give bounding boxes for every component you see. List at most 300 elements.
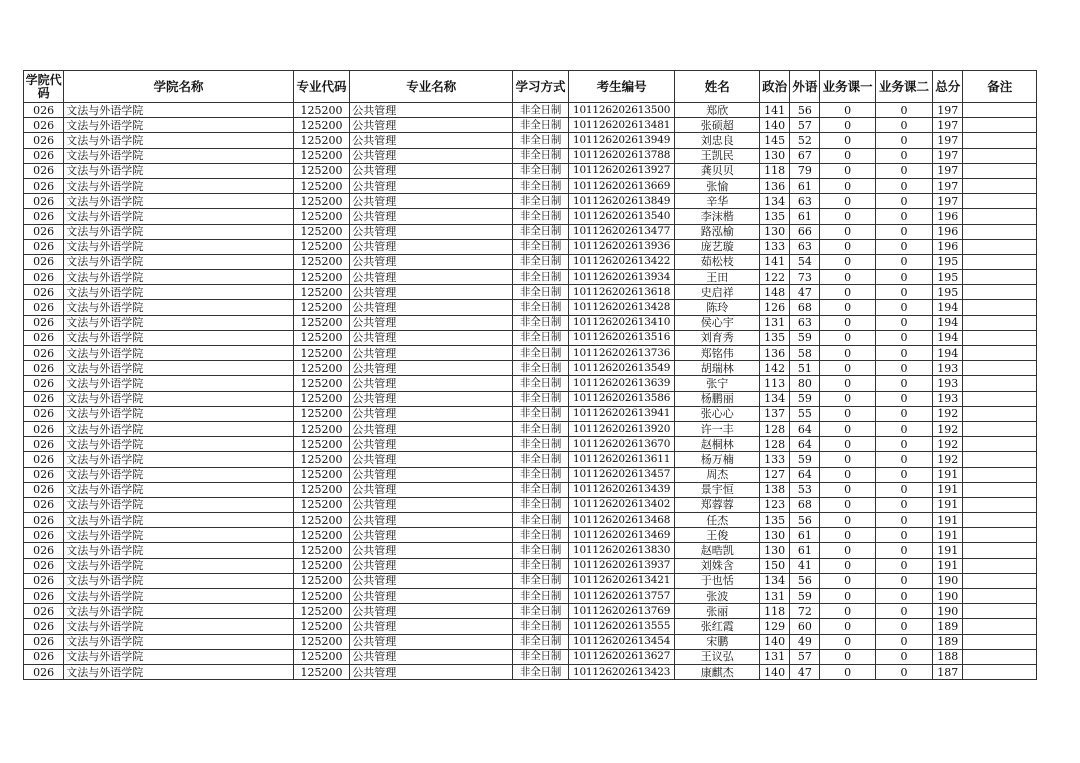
total-cell: 192 (933, 437, 963, 452)
major-name-cell: 公共管理 (350, 315, 513, 330)
candidate-id-cell: 101126202613611 (568, 452, 675, 467)
college-code-cell: 026 (24, 270, 64, 285)
study-mode-cell: 非全日制 (513, 497, 568, 512)
college-name-cell: 文法与外语学院 (64, 634, 294, 649)
subject-1-cell: 0 (820, 254, 875, 269)
name-cell: 陈玲 (675, 300, 760, 315)
subject-2-cell: 0 (875, 239, 932, 254)
subject-2-cell: 0 (875, 497, 932, 512)
college-name-cell: 文法与外语学院 (64, 209, 294, 224)
table-row (24, 315, 1037, 330)
major-name-cell: 公共管理 (350, 497, 513, 512)
subject-1-cell: 0 (820, 406, 875, 421)
major-code-cell: 125200 (293, 421, 349, 436)
study-mode-cell: 非全日制 (513, 330, 568, 345)
politics-cell: 140 (760, 634, 790, 649)
foreign-language-cell: 59 (790, 391, 820, 406)
table-row (24, 528, 1037, 543)
major-name-cell: 公共管理 (350, 361, 513, 376)
remarks-cell (963, 406, 1037, 421)
subject-2-cell: 0 (875, 270, 932, 285)
major-code-cell: 125200 (293, 300, 349, 315)
candidate-id-cell: 101126202613937 (568, 558, 675, 573)
college-code-cell: 026 (24, 118, 64, 133)
remarks-cell (963, 163, 1037, 178)
header-major-code: 专业代码 (293, 71, 349, 103)
name-cell: 路泓榆 (675, 224, 760, 239)
table-row (24, 270, 1037, 285)
candidate-id-cell: 101126202613500 (568, 103, 675, 118)
subject-2-cell: 0 (875, 376, 932, 391)
header-subject-2: 业务课二 (875, 71, 932, 103)
study-mode-cell: 非全日制 (513, 315, 568, 330)
name-cell: 杨鹏丽 (675, 391, 760, 406)
politics-cell: 141 (760, 254, 790, 269)
total-cell: 191 (933, 558, 963, 573)
major-name-cell: 公共管理 (350, 513, 513, 528)
college-code-cell: 026 (24, 163, 64, 178)
college-code-cell: 026 (24, 437, 64, 452)
study-mode-cell: 非全日制 (513, 589, 568, 604)
candidate-id-cell: 101126202613736 (568, 346, 675, 361)
remarks-cell (963, 330, 1037, 345)
foreign-language-cell: 63 (790, 239, 820, 254)
foreign-language-cell: 55 (790, 406, 820, 421)
subject-1-cell: 0 (820, 573, 875, 588)
total-cell: 193 (933, 391, 963, 406)
major-code-cell: 125200 (293, 619, 349, 634)
total-cell: 194 (933, 300, 963, 315)
candidate-id-cell: 101126202613627 (568, 649, 675, 664)
candidate-id-cell: 101126202613639 (568, 376, 675, 391)
major-code-cell: 125200 (293, 285, 349, 300)
table-row (24, 239, 1037, 254)
total-cell: 187 (933, 664, 963, 679)
politics-cell: 123 (760, 497, 790, 512)
table-row (24, 330, 1037, 345)
study-mode-cell: 非全日制 (513, 239, 568, 254)
college-code-cell: 026 (24, 452, 64, 467)
college-code-cell: 026 (24, 558, 64, 573)
candidate-id-cell: 101126202613927 (568, 163, 675, 178)
remarks-cell (963, 604, 1037, 619)
name-cell: 张丽 (675, 604, 760, 619)
college-code-cell: 026 (24, 103, 64, 118)
college-name-cell: 文法与外语学院 (64, 376, 294, 391)
major-code-cell: 125200 (293, 589, 349, 604)
foreign-language-cell: 57 (790, 649, 820, 664)
major-name-cell: 公共管理 (350, 300, 513, 315)
major-code-cell: 125200 (293, 376, 349, 391)
candidate-id-cell: 101126202613586 (568, 391, 675, 406)
subject-1-cell: 0 (820, 148, 875, 163)
study-mode-cell: 非全日制 (513, 163, 568, 178)
foreign-language-cell: 56 (790, 513, 820, 528)
major-code-cell: 125200 (293, 315, 349, 330)
college-name-cell: 文法与外语学院 (64, 346, 294, 361)
major-code-cell: 125200 (293, 361, 349, 376)
candidate-id-cell: 101126202613669 (568, 178, 675, 193)
candidate-id-cell: 101126202613421 (568, 573, 675, 588)
college-name-cell: 文法与外语学院 (64, 118, 294, 133)
major-code-cell: 125200 (293, 270, 349, 285)
total-cell: 190 (933, 604, 963, 619)
remarks-cell (963, 376, 1037, 391)
total-cell: 191 (933, 513, 963, 528)
subject-1-cell: 0 (820, 452, 875, 467)
major-name-cell: 公共管理 (350, 178, 513, 193)
subject-2-cell: 0 (875, 285, 932, 300)
subject-2-cell: 0 (875, 513, 932, 528)
candidate-id-cell: 101126202613555 (568, 619, 675, 634)
college-name-cell: 文法与外语学院 (64, 421, 294, 436)
name-cell: 庞艺璇 (675, 239, 760, 254)
college-name-cell: 文法与外语学院 (64, 148, 294, 163)
politics-cell: 134 (760, 573, 790, 588)
remarks-cell (963, 543, 1037, 558)
foreign-language-cell: 72 (790, 604, 820, 619)
table-row (24, 421, 1037, 436)
name-cell: 任杰 (675, 513, 760, 528)
table-row (24, 543, 1037, 558)
total-cell: 191 (933, 528, 963, 543)
name-cell: 刘姝含 (675, 558, 760, 573)
major-name-cell: 公共管理 (350, 148, 513, 163)
college-name-cell: 文法与外语学院 (64, 330, 294, 345)
subject-1-cell: 0 (820, 528, 875, 543)
major-code-cell: 125200 (293, 558, 349, 573)
foreign-language-cell: 49 (790, 634, 820, 649)
college-name-cell: 文法与外语学院 (64, 649, 294, 664)
total-cell: 191 (933, 467, 963, 482)
major-name-cell: 公共管理 (350, 589, 513, 604)
table-row (24, 589, 1037, 604)
table-row (24, 664, 1037, 679)
table-row (24, 452, 1037, 467)
politics-cell: 148 (760, 285, 790, 300)
subject-2-cell: 0 (875, 118, 932, 133)
study-mode-cell: 非全日制 (513, 482, 568, 497)
major-name-cell: 公共管理 (350, 649, 513, 664)
major-code-cell: 125200 (293, 391, 349, 406)
foreign-language-cell: 56 (790, 103, 820, 118)
major-code-cell: 125200 (293, 543, 349, 558)
foreign-language-cell: 53 (790, 482, 820, 497)
header-college-code: 学院代码 (24, 71, 64, 103)
name-cell: 张心心 (675, 406, 760, 421)
total-cell: 191 (933, 482, 963, 497)
subject-2-cell: 0 (875, 209, 932, 224)
study-mode-cell: 非全日制 (513, 649, 568, 664)
major-name-cell: 公共管理 (350, 346, 513, 361)
remarks-cell (963, 224, 1037, 239)
foreign-language-cell: 68 (790, 300, 820, 315)
foreign-language-cell: 64 (790, 467, 820, 482)
candidate-id-cell: 101126202613949 (568, 133, 675, 148)
total-cell: 191 (933, 543, 963, 558)
total-cell: 197 (933, 163, 963, 178)
remarks-cell (963, 254, 1037, 269)
politics-cell: 131 (760, 649, 790, 664)
score-table (23, 70, 1037, 680)
major-name-cell: 公共管理 (350, 406, 513, 421)
table-row (24, 285, 1037, 300)
politics-cell: 134 (760, 391, 790, 406)
header-college-name: 学院名称 (64, 71, 294, 103)
subject-1-cell: 0 (820, 178, 875, 193)
name-cell: 张宁 (675, 376, 760, 391)
subject-1-cell: 0 (820, 497, 875, 512)
politics-cell: 145 (760, 133, 790, 148)
subject-2-cell: 0 (875, 589, 932, 604)
college-code-cell: 026 (24, 239, 64, 254)
subject-2-cell: 0 (875, 330, 932, 345)
name-cell: 郑铭伟 (675, 346, 760, 361)
study-mode-cell: 非全日制 (513, 573, 568, 588)
name-cell: 康麒杰 (675, 664, 760, 679)
candidate-id-cell: 101126202613849 (568, 194, 675, 209)
name-cell: 茹松枝 (675, 254, 760, 269)
table-row (24, 482, 1037, 497)
table-row (24, 406, 1037, 421)
study-mode-cell: 非全日制 (513, 285, 568, 300)
subject-1-cell: 0 (820, 437, 875, 452)
major-name-cell: 公共管理 (350, 604, 513, 619)
name-cell: 王议弘 (675, 649, 760, 664)
major-name-cell: 公共管理 (350, 194, 513, 209)
remarks-cell (963, 589, 1037, 604)
subject-2-cell: 0 (875, 148, 932, 163)
study-mode-cell: 非全日制 (513, 209, 568, 224)
subject-1-cell: 0 (820, 664, 875, 679)
subject-1-cell: 0 (820, 604, 875, 619)
name-cell: 史启祥 (675, 285, 760, 300)
name-cell: 王凯民 (675, 148, 760, 163)
college-name-cell: 文法与外语学院 (64, 437, 294, 452)
subject-1-cell: 0 (820, 558, 875, 573)
subject-2-cell: 0 (875, 543, 932, 558)
total-cell: 191 (933, 497, 963, 512)
remarks-cell (963, 558, 1037, 573)
table-row (24, 254, 1037, 269)
foreign-language-cell: 61 (790, 528, 820, 543)
subject-1-cell: 0 (820, 330, 875, 345)
college-code-cell: 026 (24, 467, 64, 482)
major-code-cell: 125200 (293, 573, 349, 588)
study-mode-cell: 非全日制 (513, 346, 568, 361)
subject-1-cell: 0 (820, 376, 875, 391)
major-name-cell: 公共管理 (350, 452, 513, 467)
major-name-cell: 公共管理 (350, 224, 513, 239)
college-name-cell: 文法与外语学院 (64, 270, 294, 285)
college-name-cell: 文法与外语学院 (64, 300, 294, 315)
remarks-cell (963, 285, 1037, 300)
foreign-language-cell: 51 (790, 361, 820, 376)
subject-2-cell: 0 (875, 452, 932, 467)
foreign-language-cell: 80 (790, 376, 820, 391)
major-name-cell: 公共管理 (350, 163, 513, 178)
politics-cell: 135 (760, 209, 790, 224)
candidate-id-cell: 101126202613422 (568, 254, 675, 269)
subject-2-cell: 0 (875, 346, 932, 361)
remarks-cell (963, 573, 1037, 588)
subject-1-cell: 0 (820, 513, 875, 528)
major-code-cell: 125200 (293, 528, 349, 543)
college-name-cell: 文法与外语学院 (64, 239, 294, 254)
subject-1-cell: 0 (820, 224, 875, 239)
candidate-id-cell: 101126202613788 (568, 148, 675, 163)
college-name-cell: 文法与外语学院 (64, 558, 294, 573)
major-name-cell: 公共管理 (350, 254, 513, 269)
remarks-cell (963, 133, 1037, 148)
remarks-cell (963, 239, 1037, 254)
major-name-cell: 公共管理 (350, 558, 513, 573)
table-row (24, 209, 1037, 224)
major-code-cell: 125200 (293, 437, 349, 452)
major-code-cell: 125200 (293, 163, 349, 178)
candidate-id-cell: 101126202613934 (568, 270, 675, 285)
politics-cell: 142 (760, 361, 790, 376)
college-name-cell: 文法与外语学院 (64, 543, 294, 558)
subject-2-cell: 0 (875, 254, 932, 269)
politics-cell: 141 (760, 103, 790, 118)
subject-1-cell: 0 (820, 118, 875, 133)
table-row (24, 619, 1037, 634)
candidate-id-cell: 101126202613481 (568, 118, 675, 133)
subject-2-cell: 0 (875, 604, 932, 619)
foreign-language-cell: 59 (790, 589, 820, 604)
major-code-cell: 125200 (293, 452, 349, 467)
remarks-cell (963, 361, 1037, 376)
foreign-language-cell: 41 (790, 558, 820, 573)
college-code-cell: 026 (24, 619, 64, 634)
politics-cell: 126 (760, 300, 790, 315)
subject-2-cell: 0 (875, 634, 932, 649)
study-mode-cell: 非全日制 (513, 224, 568, 239)
college-code-cell: 026 (24, 421, 64, 436)
college-code-cell: 026 (24, 604, 64, 619)
foreign-language-cell: 79 (790, 163, 820, 178)
total-cell: 190 (933, 589, 963, 604)
subject-1-cell: 0 (820, 315, 875, 330)
candidate-id-cell: 101126202613457 (568, 467, 675, 482)
header-name: 姓名 (675, 71, 760, 103)
candidate-id-cell: 101126202613439 (568, 482, 675, 497)
study-mode-cell: 非全日制 (513, 194, 568, 209)
study-mode-cell: 非全日制 (513, 178, 568, 193)
foreign-language-cell: 64 (790, 437, 820, 452)
name-cell: 郑欣 (675, 103, 760, 118)
foreign-language-cell: 47 (790, 285, 820, 300)
candidate-id-cell: 101126202613454 (568, 634, 675, 649)
total-cell: 195 (933, 270, 963, 285)
major-name-cell: 公共管理 (350, 209, 513, 224)
subject-2-cell: 0 (875, 406, 932, 421)
total-cell: 197 (933, 133, 963, 148)
foreign-language-cell: 56 (790, 573, 820, 588)
subject-1-cell: 0 (820, 619, 875, 634)
politics-cell: 131 (760, 315, 790, 330)
table-row (24, 346, 1037, 361)
politics-cell: 135 (760, 330, 790, 345)
major-code-cell: 125200 (293, 148, 349, 163)
major-name-cell: 公共管理 (350, 664, 513, 679)
college-name-cell: 文法与外语学院 (64, 194, 294, 209)
remarks-cell (963, 315, 1037, 330)
study-mode-cell: 非全日制 (513, 300, 568, 315)
major-name-cell: 公共管理 (350, 573, 513, 588)
candidate-id-cell: 101126202613410 (568, 315, 675, 330)
study-mode-cell: 非全日制 (513, 361, 568, 376)
name-cell: 李沫楷 (675, 209, 760, 224)
subject-1-cell: 0 (820, 103, 875, 118)
major-code-cell: 125200 (293, 118, 349, 133)
remarks-cell (963, 270, 1037, 285)
college-code-cell: 026 (24, 543, 64, 558)
subject-1-cell: 0 (820, 421, 875, 436)
major-name-cell: 公共管理 (350, 118, 513, 133)
subject-1-cell: 0 (820, 634, 875, 649)
header-politics: 政治 (760, 71, 790, 103)
major-name-cell: 公共管理 (350, 376, 513, 391)
study-mode-cell: 非全日制 (513, 664, 568, 679)
total-cell: 197 (933, 118, 963, 133)
header-study-mode: 学习方式 (513, 71, 568, 103)
foreign-language-cell: 64 (790, 421, 820, 436)
politics-cell: 130 (760, 543, 790, 558)
major-name-cell: 公共管理 (350, 437, 513, 452)
table-row (24, 391, 1037, 406)
header-major-name: 专业名称 (350, 71, 513, 103)
header-candidate-id: 考生编号 (568, 71, 675, 103)
table-row (24, 497, 1037, 512)
college-name-cell: 文法与外语学院 (64, 589, 294, 604)
college-code-cell: 026 (24, 285, 64, 300)
name-cell: 张波 (675, 589, 760, 604)
table-row (24, 467, 1037, 482)
remarks-cell (963, 634, 1037, 649)
name-cell: 景宇恒 (675, 482, 760, 497)
college-code-cell: 026 (24, 361, 64, 376)
name-cell: 于也恬 (675, 573, 760, 588)
name-cell: 龚贝贝 (675, 163, 760, 178)
candidate-id-cell: 101126202613769 (568, 604, 675, 619)
college-code-cell: 026 (24, 391, 64, 406)
subject-2-cell: 0 (875, 391, 932, 406)
total-cell: 193 (933, 361, 963, 376)
subject-2-cell: 0 (875, 421, 932, 436)
politics-cell: 150 (760, 558, 790, 573)
table-row (24, 437, 1037, 452)
college-code-cell: 026 (24, 589, 64, 604)
table-row (24, 148, 1037, 163)
college-code-cell: 026 (24, 133, 64, 148)
major-name-cell: 公共管理 (350, 421, 513, 436)
subject-1-cell: 0 (820, 346, 875, 361)
college-name-cell: 文法与外语学院 (64, 391, 294, 406)
major-code-cell: 125200 (293, 634, 349, 649)
college-name-cell: 文法与外语学院 (64, 619, 294, 634)
name-cell: 辛华 (675, 194, 760, 209)
major-name-cell: 公共管理 (350, 285, 513, 300)
candidate-id-cell: 101126202613618 (568, 285, 675, 300)
subject-2-cell: 0 (875, 619, 932, 634)
name-cell: 胡瑞林 (675, 361, 760, 376)
subject-2-cell: 0 (875, 315, 932, 330)
candidate-id-cell: 101126202613428 (568, 300, 675, 315)
candidate-id-cell: 101126202613540 (568, 209, 675, 224)
college-name-cell: 文法与外语学院 (64, 604, 294, 619)
